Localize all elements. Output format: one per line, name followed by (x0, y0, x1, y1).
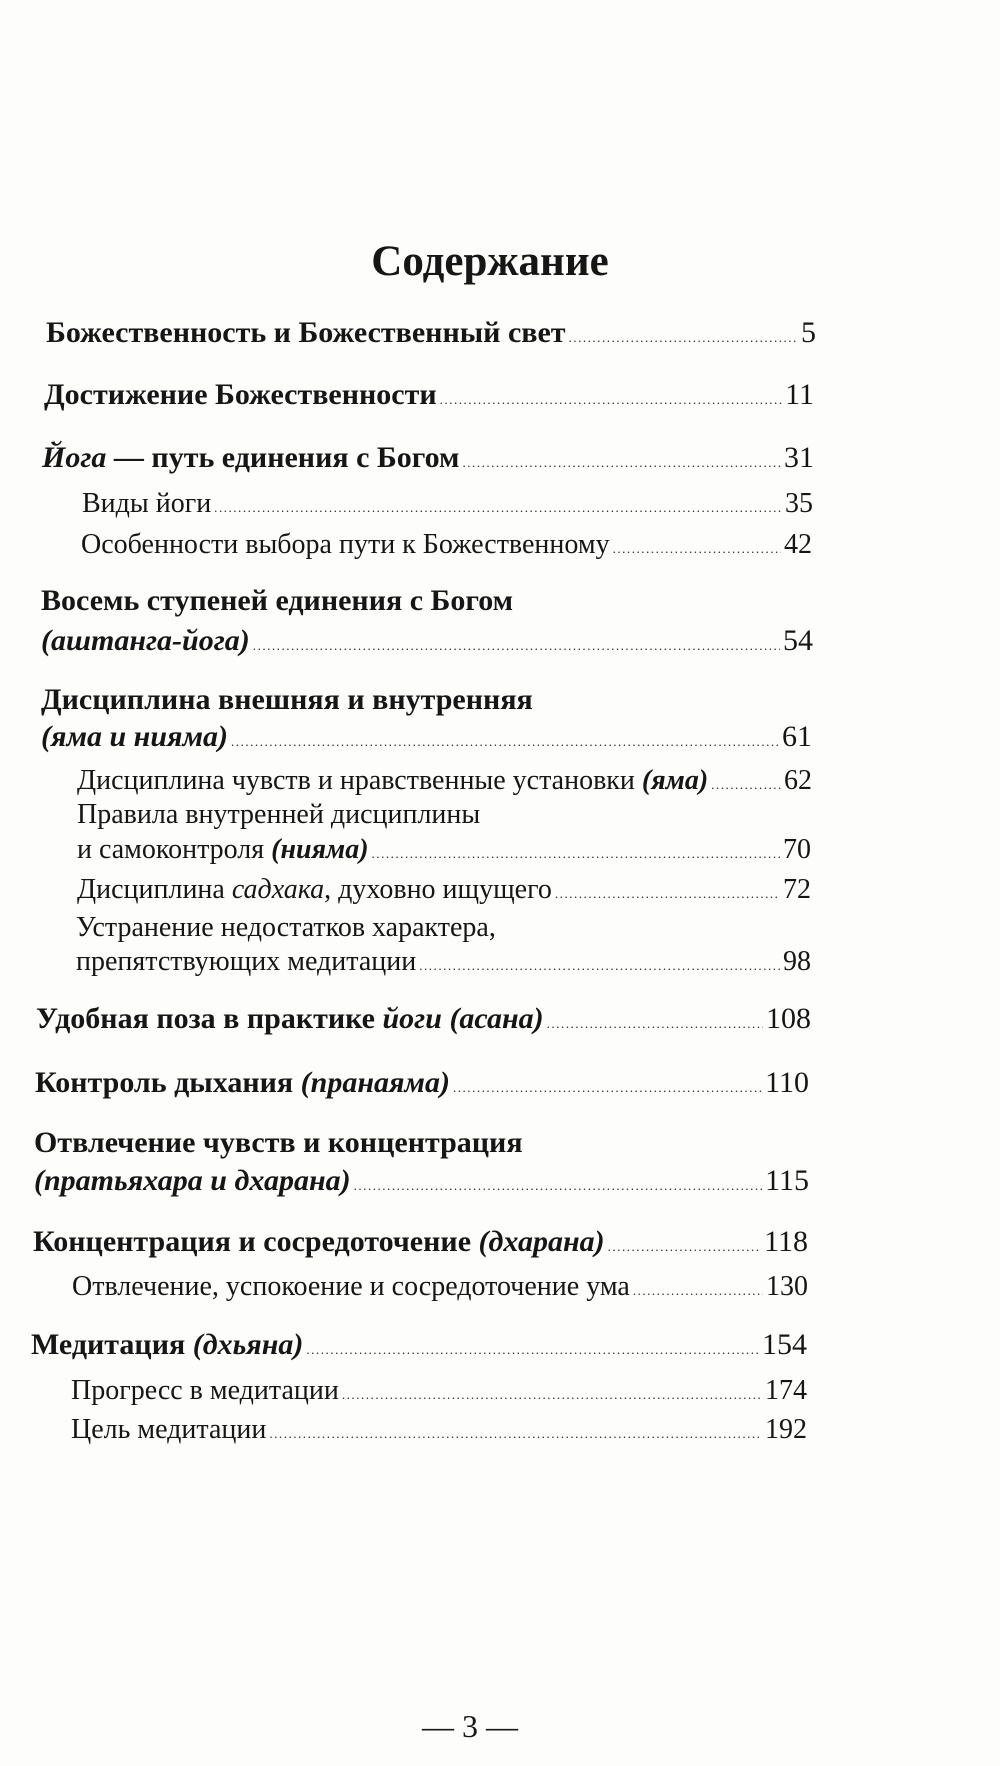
dot-leader (462, 455, 781, 471)
italic-term: йоги (асана) (382, 1002, 544, 1035)
page-number: — 3 — (422, 1708, 518, 1744)
italic-term: садхака (231, 874, 325, 905)
toc-entry-title-line: Устранение недостатков характера, (76, 912, 496, 943)
toc-entry-page: 115 (765, 1164, 809, 1197)
italic-term: (дхьяна) (192, 1328, 304, 1361)
toc-entry-title: Прогресс в медитации (71, 1375, 339, 1406)
italic-term: (яма) (641, 765, 709, 796)
dot-leader (231, 734, 779, 750)
toc-entry[interactable] (41, 624, 813, 658)
toc-entry-page: 174 (765, 1375, 807, 1406)
title-text: Концентрация и сосредоточение (33, 1225, 479, 1258)
toc-entry-title-line: Дисциплина внешняя и внутренняя (41, 683, 533, 716)
toc-entry-title (35, 1066, 450, 1100)
toc-entry-page: 110 (765, 1066, 809, 1099)
toc-entry-title (36, 1002, 544, 1036)
toc-entry-page: 62 (784, 765, 812, 796)
italic-term: (дхарана) (478, 1225, 605, 1258)
dot-leader (306, 1342, 759, 1358)
toc-entry-page: 72 (783, 874, 811, 905)
dot-leader (608, 1239, 761, 1255)
italic-term: (нияма) (271, 834, 369, 865)
dot-leader (613, 541, 781, 557)
dot-leader (253, 638, 780, 654)
dot-leader (354, 1178, 763, 1194)
toc-subentry[interactable] (77, 874, 811, 906)
toc-entry-page: 35 (785, 488, 813, 519)
toc-entry-title: препятствующих медитации (76, 946, 417, 977)
toc-entry-title: Виды йоги (82, 488, 212, 519)
toc-entry-page: 70 (783, 834, 811, 865)
toc-entry[interactable] (34, 1164, 809, 1198)
toc-entry-title: Божественность и Божественный свет (46, 316, 566, 349)
title-text: Удобная поза в практике (36, 1002, 383, 1035)
page-title: Содержание (371, 238, 609, 285)
toc-entry[interactable] (46, 316, 816, 350)
title-text: — путь единения с Богом (106, 441, 460, 474)
toc-entry-page: 31 (784, 441, 814, 474)
toc-entry-page: 130 (766, 1271, 808, 1302)
toc-entry-page: 108 (766, 1002, 811, 1035)
toc-entry[interactable] (41, 720, 812, 754)
toc-entry[interactable] (44, 378, 814, 412)
title-text: , духовно ищущего (324, 874, 552, 905)
title-text: Медитация (31, 1328, 193, 1361)
toc-entry-page: 42 (784, 529, 812, 560)
title-text: Контроль дыхания (35, 1066, 301, 1099)
toc-entry[interactable] (35, 1066, 809, 1100)
toc-subentry[interactable] (77, 765, 812, 797)
toc-entry-title: Цель медитации (71, 1414, 267, 1445)
dot-leader (569, 330, 798, 346)
toc-entry[interactable] (42, 441, 814, 475)
toc-entry-title: (яма и нияма) (41, 720, 229, 753)
title-text: Дисциплина (77, 874, 232, 905)
toc-subentry[interactable] (77, 834, 811, 866)
dot-leader (419, 958, 780, 974)
dot-leader (547, 1016, 763, 1032)
toc-entry-page: 98 (783, 946, 811, 977)
dot-leader (555, 886, 780, 902)
dot-leader (440, 392, 782, 408)
toc-entry-page: 5 (801, 316, 816, 349)
toc-entry-page: 54 (783, 624, 813, 657)
dot-leader (342, 1387, 762, 1403)
toc-entry-title (33, 1225, 605, 1259)
italic-term: Йога (42, 441, 107, 474)
toc-entry-page: 11 (785, 378, 814, 411)
toc-entry-page: 192 (765, 1414, 807, 1445)
toc-entry-title (31, 1328, 303, 1362)
dot-leader (453, 1080, 762, 1096)
toc-entry-title (42, 441, 459, 475)
toc-subentry[interactable] (71, 1375, 807, 1407)
toc-entry[interactable] (36, 1002, 811, 1036)
toc-entry-title-line: Правила внутренней дисциплины (77, 799, 481, 830)
title-text: Дисциплина чувств и нравственные установки (77, 765, 642, 796)
toc-subentry[interactable] (81, 529, 812, 561)
dot-leader (214, 500, 782, 516)
toc-entry-title: Отвлечение, успокоение и сосредоточение ума (72, 1271, 630, 1302)
toc-entry-title: (пратьяхара и дхарана) (34, 1164, 351, 1197)
toc-entry-page: 154 (762, 1328, 807, 1361)
toc-entry-title: (аштанга-йога) (41, 624, 250, 657)
toc-entry-title: Достижение Божественности (44, 378, 437, 411)
toc-entry[interactable] (33, 1225, 808, 1259)
toc-entry-title (77, 765, 708, 797)
italic-term: (пранаяма) (300, 1066, 450, 1099)
toc-entry[interactable] (31, 1328, 807, 1362)
toc-subentry[interactable] (82, 488, 813, 520)
toc-entry-page: 118 (764, 1225, 808, 1258)
dot-leader (269, 1426, 762, 1442)
toc-subentry[interactable] (76, 946, 811, 978)
dot-leader (711, 777, 781, 793)
toc-subentry[interactable] (71, 1414, 807, 1446)
toc-entry-title-line: Восемь ступеней единения с Богом (41, 584, 514, 617)
toc-entry-title: Особенности выбора пути к Божественному (81, 529, 610, 560)
toc-entry-page: 61 (782, 720, 812, 753)
toc-entry-title-line: Отвлечение чувств и концентрация (34, 1126, 523, 1159)
toc-subentry[interactable] (72, 1271, 808, 1303)
dot-leader (372, 846, 780, 862)
toc-entry-title (77, 834, 369, 866)
toc-entry-title (77, 874, 552, 906)
title-text: и самоконтроля (77, 834, 272, 865)
dot-leader (633, 1283, 763, 1299)
